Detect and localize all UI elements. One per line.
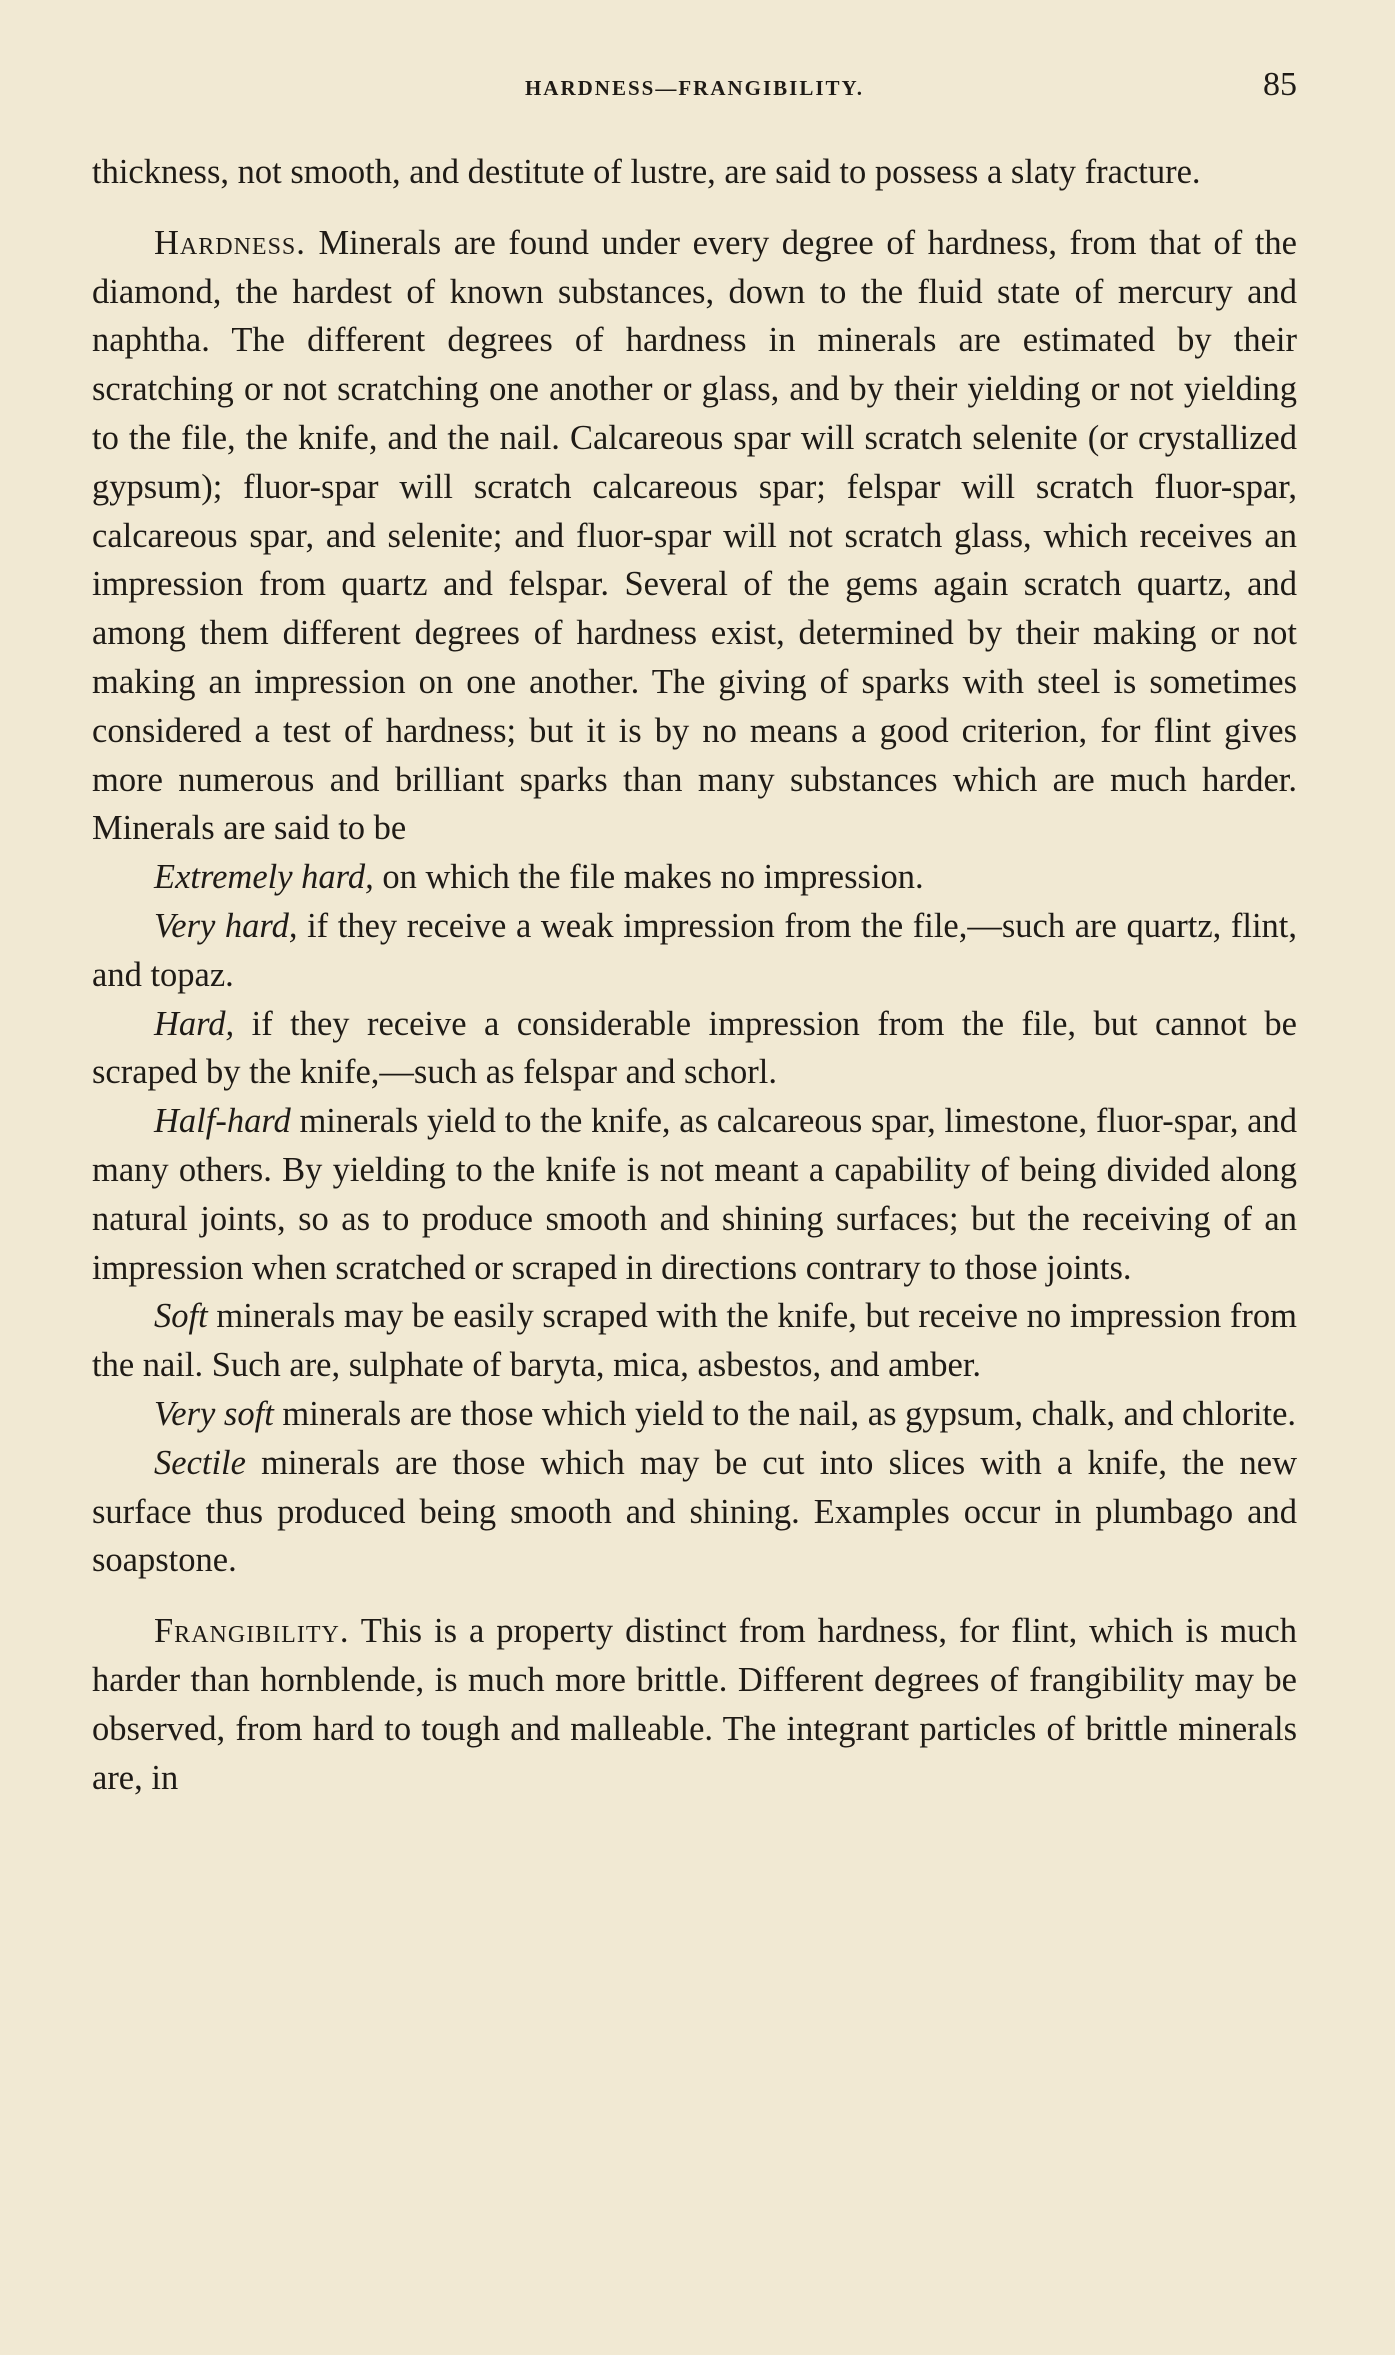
paragraph-half-hard (92, 1097, 1297, 1292)
paragraph-soft (92, 1292, 1297, 1390)
paragraph-frangibility (92, 1607, 1297, 1802)
extremely-hard-text: on which the file makes no impression. (373, 858, 924, 897)
running-head: HARDNESS—FRANGIBILITY. (524, 76, 865, 100)
paragraph-slaty-fracture: thickness, not smooth, and destitute of lustre, are said to possess a slaty fracture. (92, 153, 1201, 191)
soft-text: minerals may be easily scraped with the knife, but receive no impression from the nail. Such are, sulphate of baryta, mica, asbestos, and amber. (92, 1297, 1297, 1385)
term-extremely-hard: Extremely hard, (154, 858, 374, 897)
hardness-text: Minerals are found under every degree of hardness, from that of the diamond, the hardest of known substances, down to the fluid state of mercury and naphtha. The different degrees of hardness in minerals are estimated by their scratching or not scratching one another or glass, and by their yielding or not yielding to the file, the knife, and the nail. Calcareous spar will scratch selenite (or crystallized gypsum); fluor-spar will scratch calcareous spar; felspar will scratch fluor-spar, calcareous spar, and selenite; and fluor-spar will not scratch glass, which receives an impression from quartz and felspar. Several of the gems again scratch quartz, and among them different degrees of hardness exist, determined by their making or not making an impression on one another. The giving of sparks with steel is sometimes considered a test of hardness; but it is by no means a good criterion, for flint gives more numerous and brilliant sparks than many substances which are much harder. Minerals are said to be (92, 223, 1297, 848)
section-heading-frangibility: Frangibility. (154, 1612, 350, 1651)
paragraph-sectile (92, 1439, 1297, 1585)
term-soft: Soft (154, 1297, 208, 1336)
term-half-hard: Half-hard (154, 1102, 291, 1141)
paragraph-very-soft (92, 1390, 1297, 1439)
section-heading-hardness: Hardness. (154, 223, 306, 262)
paragraph-extremely-hard (92, 853, 1297, 902)
term-very-hard: Very hard, (154, 906, 298, 945)
very-soft-text: minerals are those which yield to the nail, as gypsum, chalk, and chlorite. (273, 1394, 1297, 1433)
body-text (92, 148, 1297, 1802)
very-hard-text: if they receive a weak impression from the file,—such are quartz, flint, and topaz. (92, 906, 1298, 994)
sectile-text: minerals are those which may be cut into slices with a knife, the new surface thus produced being smooth and shining. Examples occur in plumbago and soapstone. (92, 1443, 1297, 1580)
paragraph-hardness (92, 219, 1297, 853)
hard-text: if they receive a considerable impression from the file, but cannot be scraped by the knife,—such as felspar and schorl. (92, 1004, 1297, 1092)
paragraph-very-hard (92, 902, 1297, 1000)
term-hard: Hard, (154, 1004, 235, 1043)
page-header (92, 62, 1297, 122)
term-sectile: Sectile (154, 1443, 246, 1482)
half-hard-text: minerals yield to the knife, as calcareous spar, limestone, fluor-spar, and many others. By yielding to the knife is not meant a capability of being divided along natural joints, so as to produce smooth and shining surfaces; but the receiving of an impression when scratched or scraped in directions contrary to those joints. (92, 1102, 1297, 1287)
book-page (92, 62, 1297, 1802)
page-number: 85 (1263, 66, 1297, 103)
term-very-soft: Very soft (154, 1394, 274, 1433)
frangibility-text: This is a property distinct from hardness, for flint, which is much harder than hornblende, is much more brittle. Different degrees of frangibility may be observed, from hard to tough and malleable. The integrant particles of brittle minerals are, in (92, 1612, 1297, 1797)
paragraph-hard (92, 1000, 1297, 1098)
